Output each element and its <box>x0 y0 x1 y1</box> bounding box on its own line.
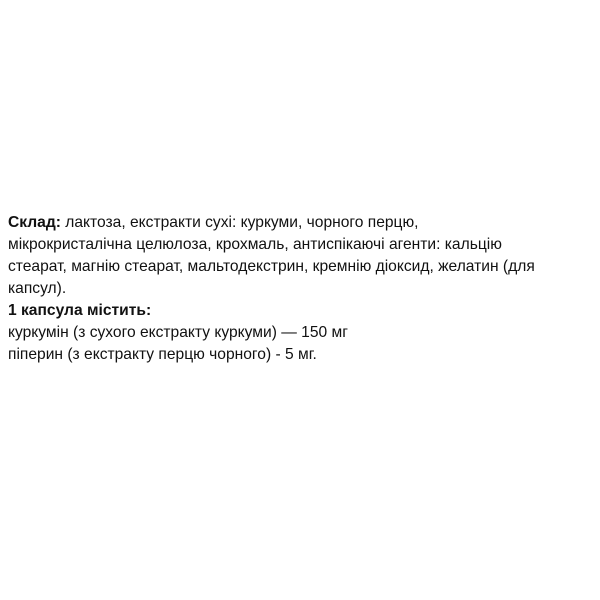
composition-text-1: лактоза, екстракти сухі: куркуми, чорного перцю, <box>60 214 419 231</box>
capsule-contents <box>8 300 594 366</box>
composition-line-1 <box>8 212 594 234</box>
composition-paragraph <box>8 212 594 300</box>
composition-line-4: капсул). <box>8 280 67 297</box>
curcumin-amount: куркумін (з сухого екстракту куркуми) — 150 мг <box>8 324 348 341</box>
capsule-heading: 1 капсула містить: <box>8 302 152 319</box>
composition-label: Склад: <box>8 214 61 231</box>
composition-line-3: стеарат, магнію стеарат, мальтодекстрин, кремнію діоксид, желатин (для <box>8 258 535 275</box>
composition-line-2: мікрокристалічна целюлоза, крохмаль, антиспікаючі агенти: кальцію <box>8 236 502 253</box>
piperine-amount: піперин (з екстракту перцю чорного) - 5 мг. <box>8 346 317 363</box>
ingredients-text-block <box>8 212 594 366</box>
